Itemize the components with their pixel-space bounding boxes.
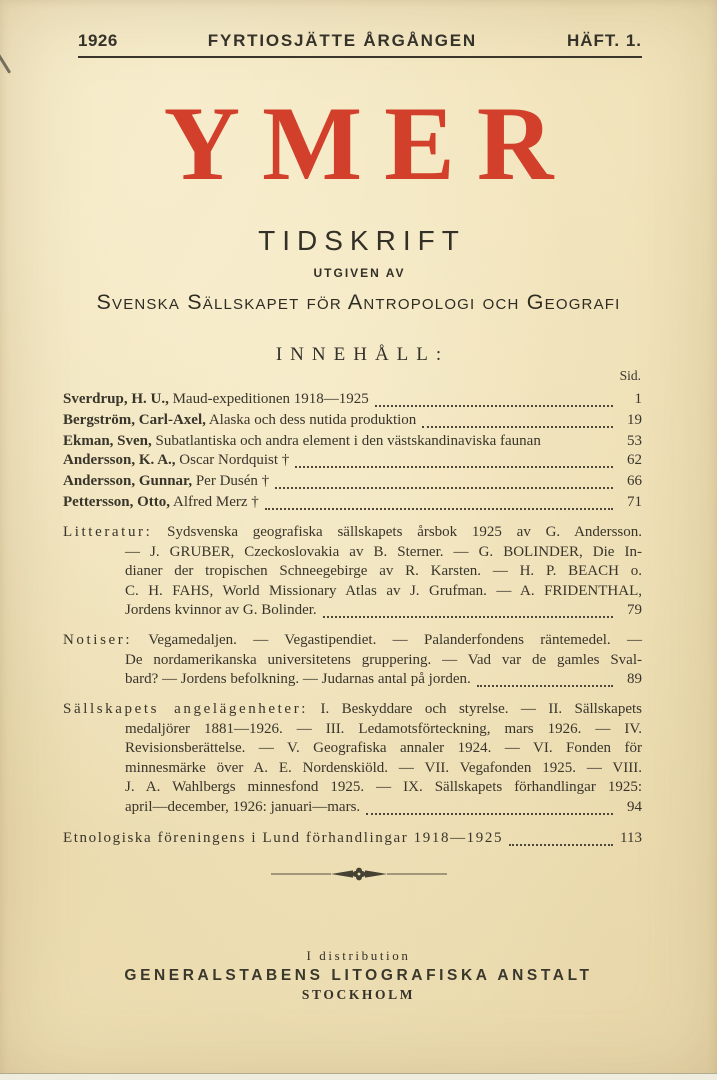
page-number: 79 [627,602,642,618]
article-title: Alaska och dess nutida produktion [208,411,417,428]
imprint-printer: GENERALSTABENS LITOGRAFISKA ANSTALT [124,967,593,984]
author-name: Pettersson, Otto, [63,494,171,510]
imprint [0,948,717,1003]
masthead-rule [78,56,642,58]
toc-entry [63,390,642,411]
author-name: Andersson, K. A., [63,452,176,468]
section-line [63,700,642,720]
toc-section-sallskapets [63,700,642,819]
toc-entry [63,472,642,493]
section-line [63,523,642,543]
page-column-label: Sid. [619,368,641,383]
article-title: Maud-expeditionen 1918—1925 [172,390,369,407]
page-number: 71 [627,494,642,510]
dot-leader [323,601,613,618]
section-label: Notiser: [63,632,133,648]
section-text: april—december, 1926: januari—mars. [125,798,361,815]
dot-leader [375,390,613,407]
dot-leader [295,451,613,468]
society-name: Svenska Sällskapet för Antropologi och Geografi [96,290,621,314]
section-text: Vegamedaljen. — Vegastipendiet. — Palanderfondens räntemedel. — [148,632,642,648]
article-title: Alfred Merz † [173,494,259,510]
dot-leader [422,411,613,428]
scan-artifact-mark [0,47,11,74]
page-number: 94 [627,798,642,815]
masthead [78,31,642,51]
journal-subtitle: TIDSKRIFT [258,225,466,256]
section-line: medaljörer 1881—1926. — III. Ledamotsförteckning, mars 1926. — IV. [125,720,642,737]
section-line: Revisionsberättelse. — V. Geografiska annaler 1924. — VI. Fonden för [125,740,642,756]
article-title: Oscar Nordquist † [179,452,290,468]
page-number: 53 [627,432,642,449]
toc-entry-etnologiska [63,829,642,850]
entry-text [63,472,269,492]
page-number: 89 [627,671,642,687]
entry-text: Etnologiska föreningens i Lund förhandlingar 1918—1925 [63,829,504,846]
dot-leader [275,472,613,489]
journal-title: YMER [163,85,576,202]
entry-text [63,411,416,431]
article-title: Per Dusén † [195,473,270,489]
author-name: Ekman, Sven, [63,432,152,449]
section-line: minnesmärke över A. E. Nordenskiöld. — VII. Vegafonden 1925. — VIII. [125,759,642,776]
dot-leader [265,493,613,510]
entry-text [63,493,259,513]
published-by-label: UTGIVEN AV [313,266,406,280]
paper-bottom-edge [0,1073,717,1080]
section-line: De nordamerikanska universitetens gruppering. — Vad var de gamles Sval- [125,651,642,668]
toc-section-notiser [63,631,642,691]
toc-heading: INNEHÅLL: [275,344,450,365]
dot-leader [477,670,613,687]
section-text: Sydsvenska geografiska sällskapets årsbok 1925 av G. Andersson. [167,524,642,540]
toc-entry [63,493,642,514]
section-line [63,670,642,691]
toc-section-litteratur [63,523,642,622]
author-name: Bergström, Carl-Axel, [63,411,206,428]
section-line [63,631,642,651]
page-number: 62 [627,452,642,468]
section-line: J. A. Wahlbergs minnesfond 1925. — IX. Sällskapets förhandlingar 1925: [125,779,642,795]
article-title: Subatlantiska och andra element i den västskandinaviska faunan [155,432,541,449]
entry-text [63,390,369,410]
section-line [63,798,642,819]
year-label: 1926 [78,31,118,50]
fleuron-divider-icon [0,866,717,887]
issue-label: HÄFT. 1. [566,31,642,50]
author-name: Sverdrup, H. U., [63,390,169,407]
entry-text [63,432,541,452]
page-number: 1 [634,390,642,407]
section-text: Jordens kvinnor av G. Bolinder. [125,602,317,618]
section-line: — J. GRUBER, Czeckoslovakia av B. Sterner. — G. BOLINDER, Die In- [125,543,642,560]
section-line: dianer der tropischen Schneegebirge av R. Karsten. — H. P. BEACH o. [125,563,642,579]
toc-entry [63,432,642,452]
toc-entry [63,411,642,432]
section-label: Litteratur: [63,524,153,540]
section-text: bard? — Jordens befolkning. — Judarnas antal på jorden. [125,671,471,687]
section-line: C. H. FAHS, World Missionary Atlas av J. Grufman. — A. FRIDENTHAL, [125,582,642,599]
entry-text [63,451,289,471]
section-label: Sällskapets angelägenheter: [63,701,309,717]
imprint-distribution: I distribution [306,948,411,963]
page-number: 113 [620,829,642,846]
page-number: 19 [627,411,642,428]
dot-leader [366,798,613,815]
toc-content [63,366,642,850]
volume-label: FYRTIOSJÄTTE ÅRGÅNGEN [207,31,477,50]
dot-leader [541,436,616,451]
dot-leader [509,829,613,846]
section-line [63,601,642,622]
toc-entry [63,451,642,472]
page-number: 66 [627,473,642,489]
section-text: I. Beskyddare och styrelse. — II. Sällskapets [320,701,642,717]
author-name: Andersson, Gunnar, [63,473,193,489]
imprint-city: STOCKHOLM [301,987,416,1002]
